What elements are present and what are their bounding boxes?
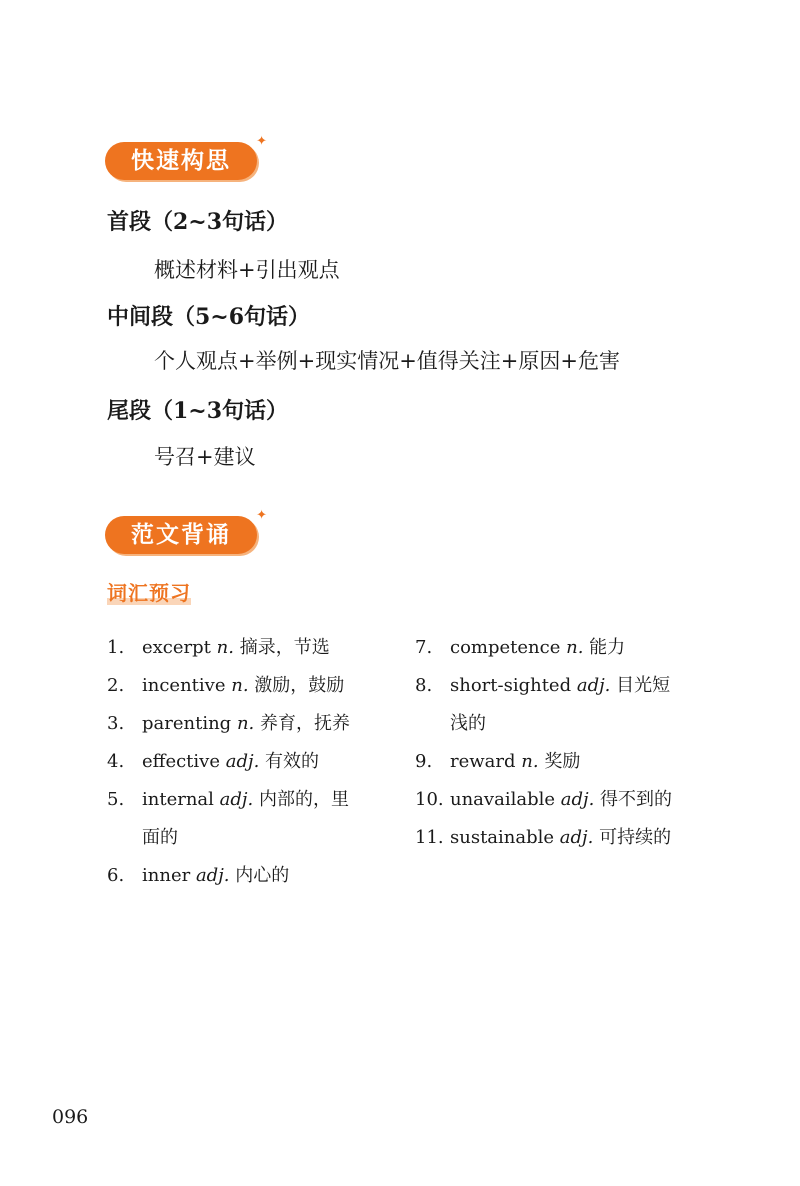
- vocab-entry: [142, 857, 289, 895]
- vocab-word: inner: [142, 865, 191, 886]
- vocab-meaning: 激励，鼓励: [254, 675, 345, 696]
- vocab-meaning: 目光短: [616, 675, 671, 696]
- vocab-number: 3.: [107, 713, 125, 734]
- vocab-word: unavailable: [450, 789, 555, 810]
- vocab-pos: adj.: [560, 789, 595, 810]
- vocab-meaning: 内部的，里: [258, 789, 349, 810]
- vocab-word: short-sighted: [450, 675, 572, 696]
- section-badge-model-essay: [105, 508, 267, 554]
- vocab-number: 11.: [415, 827, 444, 848]
- vocab-entry: [142, 743, 319, 781]
- vocab-word: incentive: [142, 675, 226, 696]
- section-badge-quick-outline: [105, 134, 267, 180]
- vocab-pos: adj.: [225, 751, 260, 772]
- vocab-number: 4.: [107, 751, 125, 772]
- vocab-entry: [450, 819, 671, 857]
- vocab-meaning: 摘录，节选: [239, 637, 330, 658]
- sparkle-icon: ✦: [256, 134, 267, 149]
- vocab-entry: [450, 743, 580, 781]
- vocab-entry: [142, 667, 344, 705]
- vocab-number: 10.: [415, 789, 444, 810]
- vocab-number: 5.: [107, 789, 125, 810]
- vocab-number: 2.: [107, 675, 125, 696]
- vocab-entry: [450, 781, 672, 819]
- vocab-meaning: 养育，抚养: [260, 713, 351, 734]
- vocab-number: 6.: [107, 865, 125, 886]
- vocab-entry: [450, 667, 670, 705]
- sparkle-icon: ✦: [256, 508, 267, 523]
- vocab-meaning: 奖励: [544, 751, 581, 772]
- vocab-pos: adj.: [219, 789, 254, 810]
- vocab-word: effective: [142, 751, 220, 772]
- vocab-number: 1.: [107, 637, 125, 658]
- vocab-word: competence: [450, 637, 561, 658]
- outline-content-last: 号召+建议: [154, 445, 256, 469]
- vocab-pos: n.: [231, 675, 249, 696]
- vocab-word: reward: [450, 751, 516, 772]
- vocab-number: 8.: [415, 675, 433, 696]
- outline-heading-first: 首段（2~3句话）: [107, 209, 289, 235]
- vocab-entry: [450, 629, 625, 667]
- vocab-pos: adj.: [559, 827, 594, 848]
- vocab-entry: [142, 781, 349, 819]
- vocab-entry: [142, 705, 350, 743]
- vocab-pos: n.: [566, 637, 584, 658]
- outline-heading-last: 尾段（1~3句话）: [107, 398, 289, 424]
- vocab-pos: adj.: [576, 675, 611, 696]
- vocab-meaning: 有效的: [265, 751, 320, 772]
- vocab-entry: [142, 629, 330, 667]
- vocab-word: internal: [142, 789, 214, 810]
- vocab-preview-heading: 词汇预习: [107, 577, 191, 606]
- outline-content-first: 概述材料+引出观点: [154, 258, 340, 282]
- vocab-pos: n.: [521, 751, 539, 772]
- outline-content-middle: 个人观点+举例+现实情况+值得关注+原因+危害: [154, 349, 620, 373]
- section-title: 范文背诵: [131, 521, 231, 548]
- vocab-word: sustainable: [450, 827, 555, 848]
- page-number: 096: [52, 1106, 89, 1128]
- outline-heading-middle: 中间段（5~6句话）: [107, 304, 311, 330]
- vocab-number: 7.: [415, 637, 433, 658]
- vocab-meaning-continued: 面的: [142, 827, 178, 848]
- vocab-meaning: 内心的: [235, 865, 290, 886]
- vocab-pos: adj.: [195, 865, 230, 886]
- vocab-meaning: 能力: [589, 637, 626, 658]
- vocab-pos: n.: [236, 713, 255, 734]
- vocab-word: excerpt: [142, 637, 211, 658]
- vocab-meaning: 可持续的: [599, 827, 672, 848]
- section-title: 快速构思: [131, 147, 231, 174]
- vocab-meaning-continued: 浅的: [450, 713, 486, 734]
- vocab-number: 9.: [415, 751, 433, 772]
- vocab-meaning: 得不到的: [600, 789, 673, 810]
- vocab-word: parenting: [142, 713, 232, 734]
- vocab-pos: n.: [216, 637, 234, 658]
